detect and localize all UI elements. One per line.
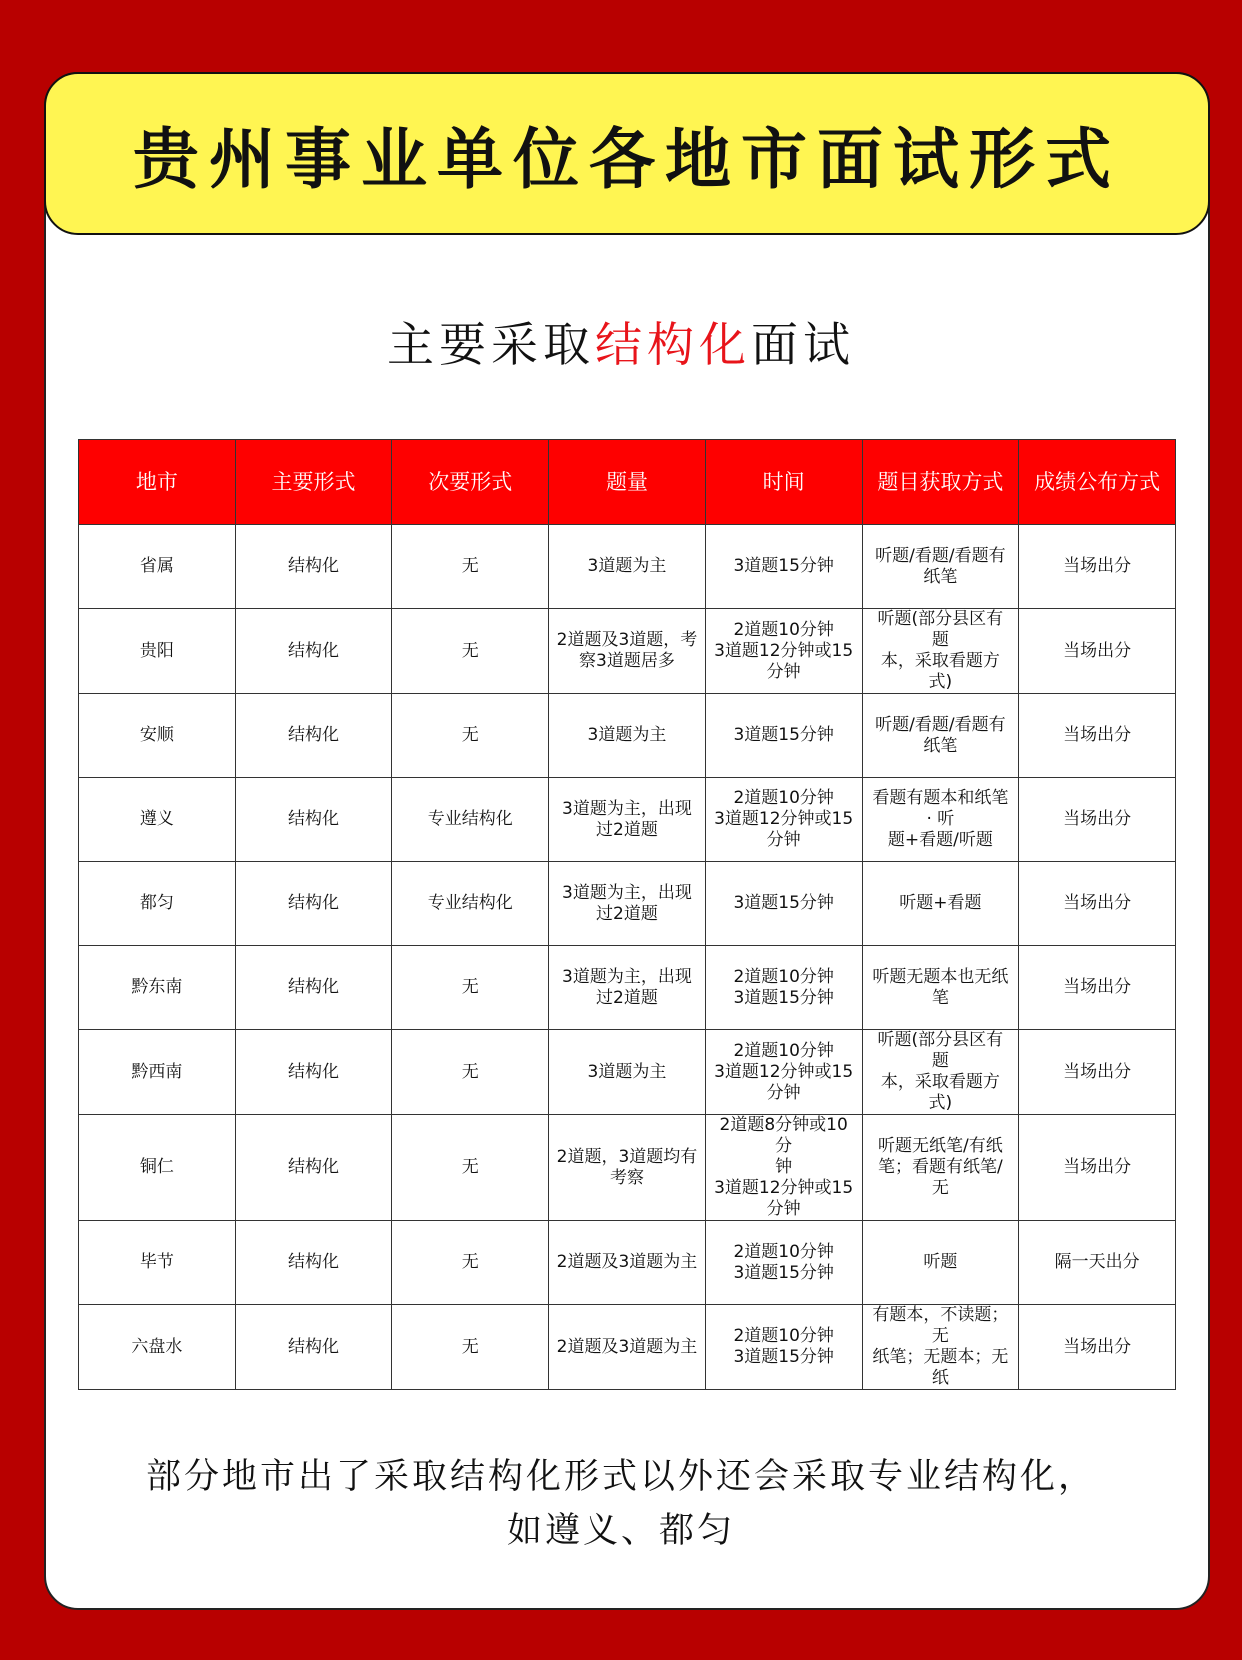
table-cell: 结构化 [235, 694, 392, 778]
table-cell: 当场出分 [1019, 1030, 1176, 1115]
table-cell: 2道题10分钟 3道题15分钟 [705, 946, 862, 1030]
table-cell: 结构化 [235, 862, 392, 946]
table-cell: 2道题，3道题均有 考察 [549, 1115, 706, 1221]
table-cell: 遵义 [79, 778, 236, 862]
column-header: 题量 [549, 440, 706, 525]
table-cell: 听题/看题/看题有 纸笔 [862, 694, 1019, 778]
table-cell: 结构化 [235, 946, 392, 1030]
table-cell: 当场出分 [1019, 862, 1176, 946]
table-row [79, 862, 1176, 946]
table-cell: 结构化 [235, 525, 392, 609]
table-cell: 贵阳 [79, 609, 236, 694]
table-cell: 3道题为主，出现 过2道题 [549, 946, 706, 1030]
table-row [79, 1030, 1176, 1115]
table-row [79, 1305, 1176, 1390]
table-cell: 黔东南 [79, 946, 236, 1030]
footer-line-1: 部分地市出了采取结构化形式以外还会采取专业结构化， [145, 1457, 1096, 1497]
table-cell: 无 [392, 946, 549, 1030]
table-row [79, 1115, 1176, 1221]
table-cell: 2道题及3道题，考 察3道题居多 [549, 609, 706, 694]
table-cell: 毕节 [79, 1221, 236, 1305]
table-cell: 当场出分 [1019, 609, 1176, 694]
table-cell: 专业结构化 [392, 862, 549, 946]
table-cell: 黔西南 [79, 1030, 236, 1115]
interview-format-table [78, 439, 1176, 1390]
table-cell: 当场出分 [1019, 1115, 1176, 1221]
table-cell: 都匀 [79, 862, 236, 946]
table-cell: 听题/看题/看题有 纸笔 [862, 525, 1019, 609]
table-cell: 当场出分 [1019, 946, 1176, 1030]
table-cell: 结构化 [235, 778, 392, 862]
column-header: 主要形式 [235, 440, 392, 525]
table-cell: 2道题及3道题为主 [549, 1221, 706, 1305]
table-cell: 当场出分 [1019, 694, 1176, 778]
table-cell: 结构化 [235, 1115, 392, 1221]
table-cell: 无 [392, 694, 549, 778]
page-title: 贵州事业单位各地市面试形式 [133, 121, 1121, 198]
table-cell: 结构化 [235, 1305, 392, 1390]
table-cell: 有题本，不读题； 无 纸笔；无题本；无 纸 [862, 1305, 1019, 1390]
table-cell: 安顺 [79, 694, 236, 778]
table-cell: 2道题10分钟 3道题12分钟或15 分钟 [705, 1030, 862, 1115]
table-cell: 当场出分 [1019, 525, 1176, 609]
table-cell: 无 [392, 525, 549, 609]
table-cell: 省属 [79, 525, 236, 609]
table-cell: 2道题及3道题为主 [549, 1305, 706, 1390]
subtitle-after: 面试 [751, 318, 855, 373]
table-cell: 听题(部分县区有 题 本，采取看题方 式) [862, 609, 1019, 694]
table-cell: 看题有题本和纸笔 · 听 题+看题/听题 [862, 778, 1019, 862]
column-header: 成绩公布方式 [1019, 440, 1176, 525]
table-cell: 3道题15分钟 [705, 525, 862, 609]
column-header: 地市 [79, 440, 236, 525]
table-cell: 听题 [862, 1221, 1019, 1305]
table-cell: 2道题10分钟 3道题15分钟 [705, 1221, 862, 1305]
table-cell: 六盘水 [79, 1305, 236, 1390]
column-header: 次要形式 [392, 440, 549, 525]
table-cell: 无 [392, 1115, 549, 1221]
table-row [79, 525, 1176, 609]
table-cell: 结构化 [235, 1030, 392, 1115]
table-cell: 3道题为主 [549, 1030, 706, 1115]
table-row [79, 609, 1176, 694]
subtitle-before: 主要采取 [387, 318, 595, 373]
footer-note [0, 1450, 1242, 1558]
title-banner [44, 72, 1210, 235]
table-cell: 听题+看题 [862, 862, 1019, 946]
table-cell: 3道题为主 [549, 525, 706, 609]
table-row [79, 1221, 1176, 1305]
table-cell: 3道题15分钟 [705, 694, 862, 778]
table-row [79, 946, 1176, 1030]
table-cell: 隔一天出分 [1019, 1221, 1176, 1305]
table-cell: 3道题为主，出现 过2道题 [549, 862, 706, 946]
table-cell: 2道题8分钟或10分 钟 3道题12分钟或15 分钟 [705, 1115, 862, 1221]
table-cell: 2道题10分钟 3道题15分钟 [705, 1305, 862, 1390]
table-cell: 听题无纸笔/有纸 笔；看题有纸笔/ 无 [862, 1115, 1019, 1221]
column-header: 时间 [705, 440, 862, 525]
table-cell: 3道题为主，出现 过2道题 [549, 778, 706, 862]
column-header: 题目获取方式 [862, 440, 1019, 525]
table-cell: 3道题15分钟 [705, 862, 862, 946]
footer-line-2: 如遵义、都匀 [506, 1511, 735, 1551]
table-cell: 3道题为主 [549, 694, 706, 778]
table-cell: 听题(部分县区有 题 本，采取看题方 式) [862, 1030, 1019, 1115]
table-header-row [79, 440, 1176, 525]
table-cell: 无 [392, 1221, 549, 1305]
subtitle-highlight: 结构化 [595, 318, 751, 373]
table-row [79, 694, 1176, 778]
table-cell: 当场出分 [1019, 1305, 1176, 1390]
table-cell: 无 [392, 609, 549, 694]
table-cell: 当场出分 [1019, 778, 1176, 862]
table-cell: 无 [392, 1305, 549, 1390]
table-cell: 铜仁 [79, 1115, 236, 1221]
table-cell: 2道题10分钟 3道题12分钟或15 分钟 [705, 609, 862, 694]
table-cell: 专业结构化 [392, 778, 549, 862]
subtitle [0, 308, 1242, 375]
table-cell: 2道题10分钟 3道题12分钟或15 分钟 [705, 778, 862, 862]
table-cell: 无 [392, 1030, 549, 1115]
table-cell: 听题无题本也无纸 笔 [862, 946, 1019, 1030]
table-row [79, 778, 1176, 862]
table-cell: 结构化 [235, 609, 392, 694]
table-cell: 结构化 [235, 1221, 392, 1305]
